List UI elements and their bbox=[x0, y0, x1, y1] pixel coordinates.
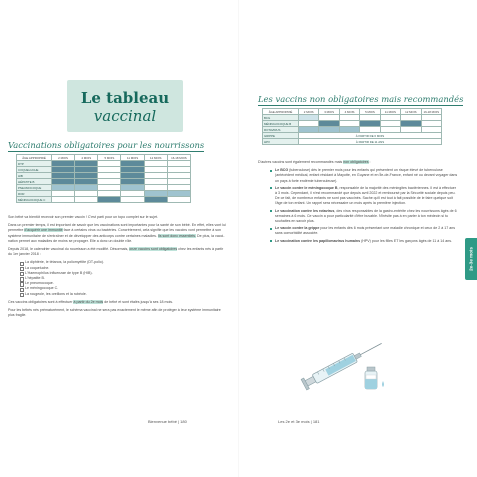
table-cell bbox=[75, 197, 98, 203]
recommended-list bbox=[270, 168, 458, 244]
table-header-cell: 12 MOIS bbox=[401, 109, 421, 115]
table-header-cell: 5 MOIS bbox=[360, 109, 380, 115]
right-footer: Les 2e et 3e mois | 181 bbox=[278, 419, 320, 424]
immunity-paragraph: Dans un premier temps, il est important de savoir que les vaccinations sont importantes pour la santé de son bébé. En effet, elles vont lui permettre d'acquérir une immunité face à certains virus ou bactéries. Concrètement, cela signifie que les vaccins vont permettre à son système immunitaire de s'entraîner et de développer des anticorps contre certaines maladies. Ils sont donc essentiels. De plus, la vaccination permet aux maladies de moins se propager. Elle a donc un double rôle. bbox=[8, 223, 226, 243]
other-vaccines-intro: D'autres vaccins sont également recommandés mais non obligatoires : bbox=[258, 160, 371, 164]
table-row-label: BCG bbox=[263, 115, 299, 121]
table-header-cell: 4 MOIS bbox=[75, 155, 98, 161]
intro-paragraph: Son bébé va bientôt recevoir son premier vaccin ! C'est parti pour un topo complet sur le sujet. bbox=[8, 215, 159, 219]
left-footer: Bienvenue bébé | 180 bbox=[148, 419, 187, 424]
table-cell bbox=[98, 197, 121, 203]
table-row-label: PNEUMOCOQUE bbox=[17, 185, 52, 191]
table-header-cell: 4 MOIS bbox=[339, 109, 359, 115]
table-header-cell: 16-18 MOIS bbox=[167, 155, 190, 161]
schedule-paragraph: Ces vaccins obligatoires sont à effectuer à partir du 2e mois de bébé et sont étalés jusqu'à ses 18 mois. bbox=[8, 299, 174, 304]
table-cell bbox=[121, 197, 144, 203]
recommended-heading: Les vaccins non obligatoires mais recommandés bbox=[258, 94, 464, 104]
table-cell bbox=[167, 197, 190, 203]
disease-list bbox=[20, 260, 228, 296]
list-item: Le pneumocoque. bbox=[20, 281, 228, 286]
left-body-text bbox=[8, 215, 228, 321]
table-header-cell: ÂGE APPROPRIÉ bbox=[17, 155, 52, 161]
table-row-label: ROR bbox=[17, 191, 52, 197]
grippe-note: À PARTIR DE 6 MOIS bbox=[299, 133, 442, 139]
vial-icon bbox=[365, 367, 377, 389]
table-row-label: HPV bbox=[263, 139, 299, 145]
calendar-paragraph: Depuis 2018, le calendrier vaccinal du nourrisson a été modifié. Désormais, onze vaccins sont obligatoires chez les enfants nés à partir du 1er janvier 2018 : bbox=[8, 247, 224, 257]
premature-paragraph: Pour les bébés nés prématurément, le schéma vaccinal ne sera pas exactement le même afin de protéger à leur système immunitaire plus fragile. bbox=[8, 308, 221, 318]
list-item: La coqueluche. bbox=[20, 266, 228, 271]
list-item: La rougeole, les oreillons et la rubéole. bbox=[20, 292, 228, 297]
list-item: Le vaccin contre le méningocoque B, responsable de la majorité des méningites bactériennes. Il est à effectuer à 3 mois. Cependant, il n'est recommandé que depuis avril 2022 et remboursé par la Sécurité sociale depuis peu. De ce fait, de nombreux enfants ne sont pas vaccinés. Sache qu'il est tout à fait possible de le faire quelque soit l'âge de ton enfant. Un rappel sera nécessaire un mois après la première injection. bbox=[270, 186, 458, 207]
table-header-cell: 3 MOIS bbox=[319, 109, 339, 115]
table-cell bbox=[52, 197, 75, 203]
table-row-label: MÉNINGOCOQUE B bbox=[263, 121, 299, 127]
list-item: Le BCG (tuberculose) dès le premier mois pour les enfants qui présentent un risque élevé de tuberculose (antécédent médical, enfant résidant à Mayotte, en Guyane et en Île-de-France, enfant né ou devant voyager dans un pays à forte endémie tuberculeuse). bbox=[270, 168, 458, 184]
drop-icon bbox=[382, 381, 384, 387]
table-header-cell: ÂGE APPROPRIÉ bbox=[263, 109, 299, 115]
table-row-label: COQUELUCHE bbox=[17, 167, 52, 173]
table-row-label: DTP bbox=[17, 161, 52, 167]
chapter-title-badge bbox=[67, 80, 183, 132]
recommended-vaccine-table bbox=[262, 108, 442, 145]
table-row-label: HÉPATITE B bbox=[17, 179, 52, 185]
table-row-label: HIB bbox=[17, 173, 52, 179]
table-header-cell: 11 MOIS bbox=[380, 109, 400, 115]
table-row bbox=[263, 139, 442, 145]
table-header-cell: 2 MOIS bbox=[52, 155, 75, 161]
chapter-title: Le tableau bbox=[80, 89, 170, 107]
table-header-cell: 16-18 MOIS bbox=[421, 109, 441, 115]
list-item: La diphtérie, le tétanos, la poliomyélite (DT-polio). bbox=[20, 260, 228, 265]
list-item: Le vaccination contre les papillomavirus humains (HPV) pour les filles ET les garçons âgés de 11 à 14 ans. bbox=[270, 239, 458, 244]
table-row-label: GRIPPE bbox=[263, 133, 299, 139]
table-header-cell: 12 MOIS bbox=[144, 155, 167, 161]
syringe-illustration bbox=[295, 333, 395, 395]
chapter-subtitle: vaccinal bbox=[93, 107, 157, 125]
table-header-cell: 2 MOIS bbox=[299, 109, 319, 115]
left-page bbox=[0, 0, 238, 477]
table-row bbox=[17, 197, 191, 203]
list-item: Le vaccin contre la grippe pour les enfants dès 6 mois présentant une maladie chronique et ceux de 2 à 17 ans sans comorbidité associée. bbox=[270, 226, 458, 236]
mandatory-heading: Vaccinations obligatoires pour les nourrissons bbox=[8, 140, 205, 150]
mandatory-vaccine-table bbox=[16, 154, 191, 203]
table-row-label: MÉNINGOCOQUE C bbox=[17, 197, 52, 203]
list-item: Le vaccination contre les rotavirus, des virus responsables de la gastro-entérite chez les nourrissons âgés de 6 semaines à 6 mois. Ce vaccin a pour particularité d'être buvable. N'hésite pas à en parler à ton médecin si tu souhaites en savoir plus. bbox=[270, 209, 458, 225]
table-row-label: ROTAVIRUS bbox=[263, 127, 299, 133]
list-item: L'Haemophilus influenzae de type B (HIB). bbox=[20, 271, 228, 276]
table-header-cell: 11 MOIS bbox=[121, 155, 144, 161]
list-item: Le méningocoque C. bbox=[20, 286, 228, 291]
table-header-cell: 5 MOIS bbox=[98, 155, 121, 161]
table-cell bbox=[144, 197, 167, 203]
right-body-text bbox=[258, 160, 458, 244]
list-item: L'hépatite B. bbox=[20, 276, 228, 281]
hpv-note: À PARTIR DE 11 ANS bbox=[299, 139, 442, 145]
side-tab-label: 2e-3e mois bbox=[468, 247, 474, 271]
chapter-side-tab bbox=[465, 238, 477, 280]
